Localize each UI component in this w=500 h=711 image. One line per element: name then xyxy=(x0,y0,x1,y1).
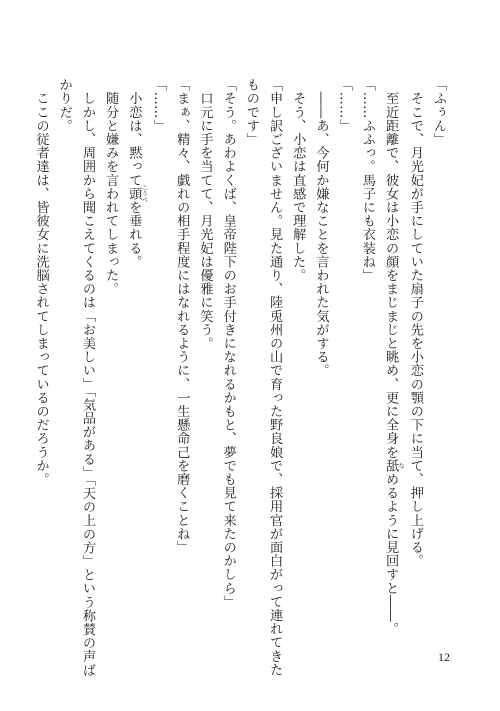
page-number: 12 xyxy=(438,650,450,664)
vertical-text-body xyxy=(29,78,450,677)
text-line: そこで、月光妃が手にしていた扇子の先を小恋の顎の下に当て、押し上げる。 xyxy=(407,78,423,568)
text-line: 「ふぅん」 xyxy=(431,78,446,146)
text-line: 口元に手を当てて、月光妃は優雅に笑う。 xyxy=(197,78,213,350)
text-line: 至近距離で、彼女は小恋の顔をまじまじと眺め、更に全身を舐 なめるように見回すと――。 xyxy=(383,78,405,636)
text-line: 「……ふふっ。馬子にも衣装ね」 xyxy=(359,78,375,282)
text-line: 「……」 xyxy=(151,78,167,133)
text-line: ここの従者達は、皆彼女に洗脳されてしまっているのだろうか。 xyxy=(33,78,49,486)
ruby-reading: こうべ xyxy=(140,184,148,203)
text-line: 「申し訳ございません。見た通り、陸兎州の山で育った野良娘で、採用官が面白がって連れてきた xyxy=(267,78,283,677)
text-line: 「……」 xyxy=(336,78,352,133)
ruby-annotation: 舐 な xyxy=(383,458,405,473)
text-line: 随分と嫌みを言われてしまった。 xyxy=(103,78,119,296)
text-line: ものです」 xyxy=(243,78,259,146)
text-line: かりだ。 xyxy=(56,78,72,133)
ruby-annotation: 頭 こうべ xyxy=(126,184,148,203)
text-line: そう、小恋は直感で理解した。 xyxy=(290,78,306,282)
text-line: 小恋は、黙って頭 こうべを垂れる。 xyxy=(126,78,148,269)
text-line: しかし、周囲から聞こえてくるのは「お美しい」「気品がある」「天の上の方」という称賛の声ば xyxy=(79,78,95,677)
text-line: ――あ、今何か嫌なことを言われた気がする。 xyxy=(313,78,329,378)
text-line: 「まぁ、精々、戯れの相手程度にはなれるように、一生懸命己を磨くことね」 xyxy=(174,78,190,554)
ruby-reading: な xyxy=(397,458,405,473)
text-line: 「そう。あわよくば、皇帝陛下のお手付きになれるかもと、夢でも見て来たのかしら」 xyxy=(220,78,236,609)
